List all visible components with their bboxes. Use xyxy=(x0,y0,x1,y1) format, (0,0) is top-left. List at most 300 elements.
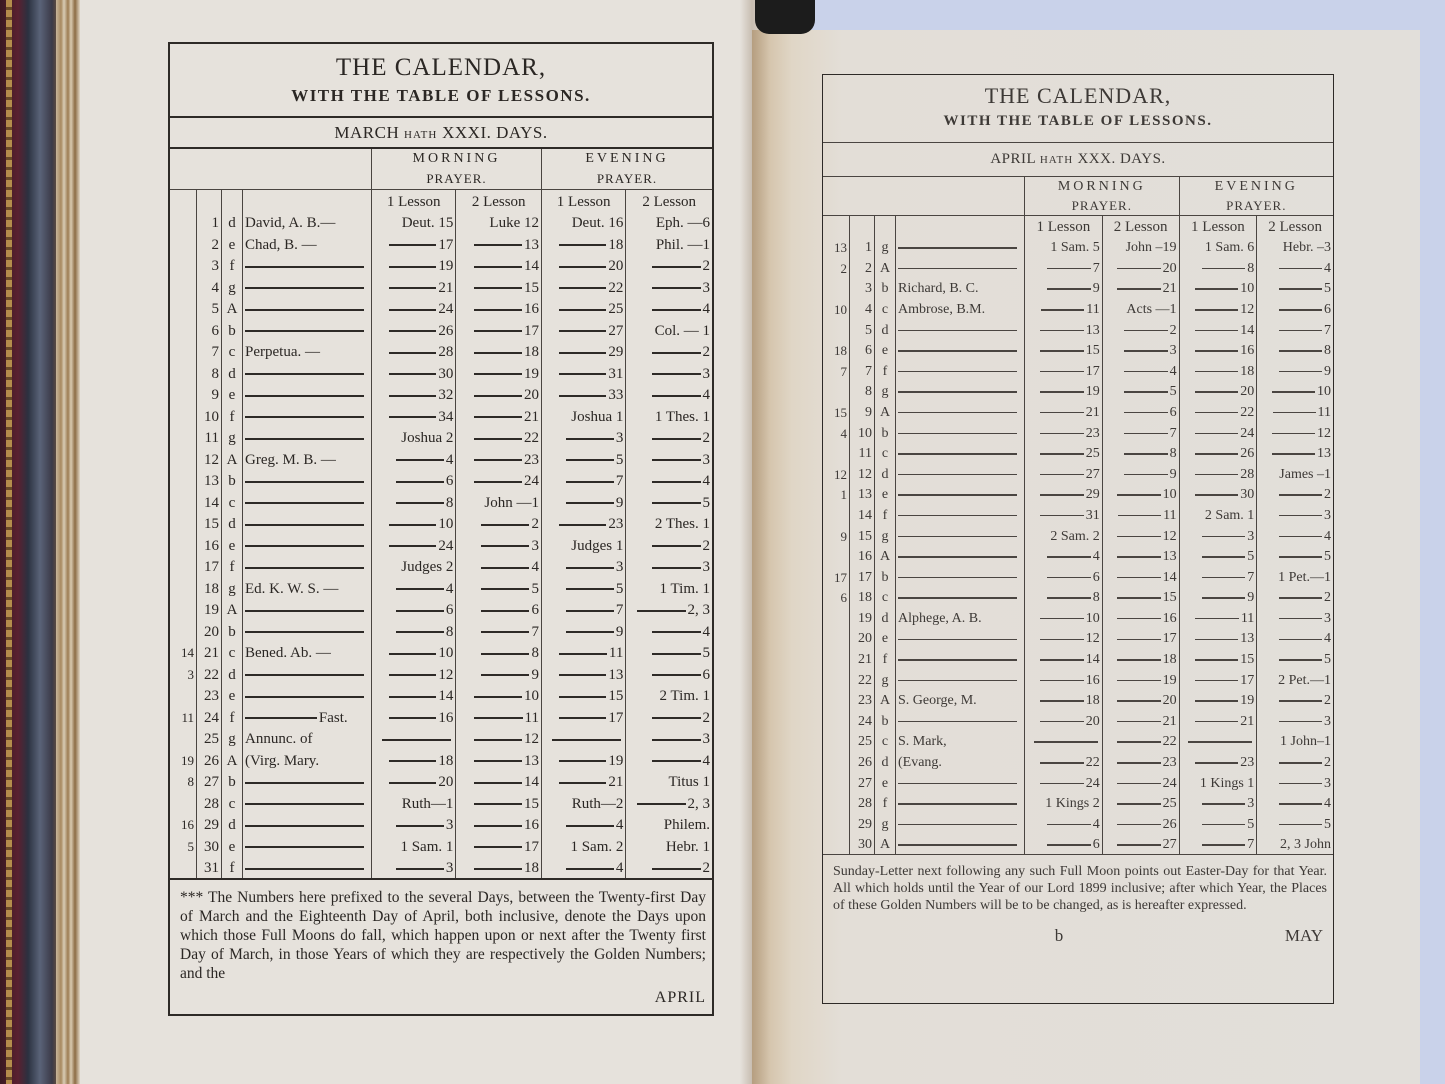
ditto-rule xyxy=(898,494,1017,496)
evening-lesson-1 xyxy=(541,728,625,750)
day-number: 13 xyxy=(197,470,222,492)
evening-lesson-1: 12 xyxy=(1179,298,1257,319)
morning-lesson-2: 20 xyxy=(1102,690,1179,711)
saint-day xyxy=(243,276,372,298)
golden-number xyxy=(823,381,850,402)
ditto-rule xyxy=(898,412,1017,414)
morning-lesson-2: 8 xyxy=(1102,443,1179,464)
morning-lesson-2: 20 xyxy=(456,384,542,406)
ditto-rule xyxy=(245,545,364,547)
evening-lesson-1: 19 xyxy=(1179,690,1257,711)
table-row xyxy=(170,255,712,277)
day-number: 8 xyxy=(850,381,875,402)
evening-lesson-1: 17 xyxy=(1179,669,1257,690)
ditto-rule xyxy=(898,680,1017,682)
ditto-rule xyxy=(1195,412,1239,414)
saint-day xyxy=(896,381,1025,402)
ditto-rule xyxy=(1279,536,1322,538)
morning-lesson2-header: 2 Lesson xyxy=(456,190,542,212)
table-row xyxy=(823,772,1333,793)
morning-lesson-1: 11 xyxy=(1025,298,1103,319)
day-number: 16 xyxy=(197,534,222,556)
evening-lesson-1: 25 xyxy=(541,298,625,320)
ditto-rule xyxy=(1047,577,1091,579)
golden-number xyxy=(170,470,197,492)
morning-lesson1-header: 1 Lesson xyxy=(1025,216,1103,237)
ditto-rule xyxy=(481,610,529,612)
evening-lesson-1: 8 xyxy=(1179,257,1257,278)
saint-day xyxy=(243,513,372,535)
ditto-rule xyxy=(245,631,364,633)
dominical-letter: g xyxy=(875,381,896,402)
dominical-letter: c xyxy=(875,587,896,608)
ditto-rule xyxy=(1040,515,1084,517)
golden-number: 3 xyxy=(187,666,194,682)
evening-lesson-2: 3 xyxy=(626,276,712,298)
ditto-rule xyxy=(652,395,701,397)
ditto-rule xyxy=(898,639,1017,641)
month-days: XXXI. DAYS. xyxy=(442,123,548,142)
morning-lesson-2: 9 xyxy=(456,663,542,685)
dominical-letter: f xyxy=(875,793,896,814)
table-row xyxy=(170,405,712,427)
ditto-rule xyxy=(559,717,607,719)
golden-number: 18 xyxy=(834,343,847,359)
table-row xyxy=(170,857,712,879)
ditto-rule xyxy=(1279,330,1322,332)
dominical-letter: d xyxy=(875,463,896,484)
saint-day xyxy=(243,298,372,320)
saint-day xyxy=(896,340,1025,361)
evening-lesson-1: 23 xyxy=(541,513,625,535)
day-number: 20 xyxy=(197,620,222,642)
morning-lesson-2: 25 xyxy=(1102,793,1179,814)
ditto-rule xyxy=(1195,721,1239,723)
table-row xyxy=(170,384,712,406)
morning-lesson-2: 4 xyxy=(1102,360,1179,381)
saint-day xyxy=(243,362,372,384)
ditto-rule xyxy=(1195,639,1239,641)
morning-lesson-2: 2 xyxy=(456,513,542,535)
ditto-rule xyxy=(652,438,701,440)
evening-lesson-2: 3 xyxy=(1257,607,1333,628)
morning-lesson-1: 23 xyxy=(1025,422,1103,443)
dominical-letter: c xyxy=(875,443,896,464)
ditto-rule xyxy=(566,868,614,870)
evening-lesson-2: 2, 3 xyxy=(626,599,712,621)
morning-lesson-2: 6 xyxy=(456,599,542,621)
evening-lesson-1: 9 xyxy=(1179,587,1257,608)
saint-day xyxy=(243,319,372,341)
table-row xyxy=(823,793,1333,814)
morning-lesson-2: 13 xyxy=(456,749,542,771)
ditto-rule xyxy=(1040,618,1084,620)
ditto-rule xyxy=(481,545,529,547)
evening-lesson-1: 15 xyxy=(1179,648,1257,669)
dominical-letter: c xyxy=(222,642,243,664)
evening-lesson-2: 4 xyxy=(626,470,712,492)
day-number: 3 xyxy=(850,278,875,299)
table-row xyxy=(823,484,1333,505)
morning-lesson-1: 1 Sam. 5 xyxy=(1025,237,1103,258)
ditto-rule xyxy=(566,459,614,461)
evening-lesson2-header: 2 Lesson xyxy=(1257,216,1333,237)
morning-lesson-1: 24 xyxy=(372,298,456,320)
ditto-rule xyxy=(1124,433,1167,435)
ditto-rule xyxy=(1272,453,1315,455)
golden-number xyxy=(823,648,850,669)
day-number: 27 xyxy=(197,771,222,793)
ditto-rule xyxy=(559,674,607,676)
morning-lesson-2: 12 xyxy=(1102,525,1179,546)
ditto-rule xyxy=(1047,288,1091,290)
evening-lesson-1: 1 Kings 1 xyxy=(1179,772,1257,793)
morning-lesson-1: 10 xyxy=(372,642,456,664)
dominical-letter: f xyxy=(875,504,896,525)
ditto-rule xyxy=(481,674,529,676)
saint-day: Annunc. of xyxy=(243,728,372,750)
evening-lesson-2: 2 xyxy=(626,706,712,728)
table-row xyxy=(170,556,712,578)
ditto-rule xyxy=(1279,700,1322,702)
saint-day xyxy=(896,772,1025,793)
ditto-rule xyxy=(1195,453,1239,455)
table-row xyxy=(170,448,712,470)
day-number: 2 xyxy=(850,257,875,278)
dominical-letter: b xyxy=(875,278,896,299)
ditto-rule xyxy=(566,631,614,633)
morning-lesson-1: 8 xyxy=(372,491,456,513)
dominical-letter: f xyxy=(222,857,243,879)
evening-lesson-1: 4 xyxy=(541,814,625,836)
ditto-rule xyxy=(1195,309,1239,311)
ditto-rule xyxy=(481,524,529,526)
ditto-rule xyxy=(1124,453,1167,455)
ditto-rule xyxy=(652,760,701,762)
april-calendar-frame xyxy=(822,74,1334,1004)
dominical-letter: f xyxy=(875,648,896,669)
lessons-table xyxy=(170,149,712,878)
morning-lesson-1: 26 xyxy=(372,319,456,341)
evening-lesson-1: 13 xyxy=(1179,628,1257,649)
dominical-letter: A xyxy=(875,834,896,855)
table-row xyxy=(823,813,1333,834)
table-row xyxy=(823,648,1333,669)
saint-day xyxy=(896,484,1025,505)
morning-lesson-1: 20 xyxy=(372,771,456,793)
golden-number xyxy=(823,607,850,628)
ditto-rule xyxy=(1202,844,1246,846)
morning-lesson-2: 22 xyxy=(456,427,542,449)
table-row xyxy=(823,669,1333,690)
morning-lesson-2: 23 xyxy=(1102,751,1179,772)
ditto-rule xyxy=(1124,474,1167,476)
saint-day xyxy=(896,525,1025,546)
day-number: 9 xyxy=(197,384,222,406)
ditto-rule xyxy=(1279,556,1322,558)
golden-number xyxy=(823,772,850,793)
ditto-rule xyxy=(1040,783,1084,785)
day-number: 21 xyxy=(197,642,222,664)
evening-lesson-2: 3 xyxy=(626,556,712,578)
ditto-rule xyxy=(1124,350,1167,352)
day-number: 4 xyxy=(197,276,222,298)
morning-lesson-2: 18 xyxy=(456,341,542,363)
golden-number xyxy=(823,504,850,525)
ditto-rule xyxy=(1195,371,1239,373)
morning-lesson-1: 13 xyxy=(1025,319,1103,340)
table-row xyxy=(170,212,712,234)
evening-lesson-2: Hebr. –3 xyxy=(1257,237,1333,258)
page-subtitle: WITH THE TABLE OF LESSONS. xyxy=(291,86,591,105)
saint-day xyxy=(243,792,372,814)
morning-lesson-1: 14 xyxy=(1025,648,1103,669)
day-number: 7 xyxy=(197,341,222,363)
ditto-rule xyxy=(1279,288,1322,290)
morning-lesson-1: Judges 2 xyxy=(372,556,456,578)
ditto-rule xyxy=(396,481,444,483)
morning-lesson-2: 24 xyxy=(1102,772,1179,793)
day-number: 22 xyxy=(197,663,222,685)
morning-lesson-1: 8 xyxy=(1025,587,1103,608)
table-row xyxy=(170,685,712,707)
table-row xyxy=(170,792,712,814)
golden-number xyxy=(823,443,850,464)
ditto-rule xyxy=(245,674,364,676)
dominical-letter: b xyxy=(875,566,896,587)
ditto-rule xyxy=(389,373,437,375)
dominical-letter: g xyxy=(222,427,243,449)
ditto-rule xyxy=(1117,639,1160,641)
evening-lesson-1: 7 xyxy=(1179,834,1257,855)
ditto-rule xyxy=(1202,597,1246,599)
morning-lesson-1: 6 xyxy=(1025,834,1103,855)
morning-lesson-1: 4 xyxy=(1025,546,1103,567)
dominical-letter: e xyxy=(222,233,243,255)
ditto-rule xyxy=(652,868,701,870)
ditto-rule xyxy=(559,760,607,762)
day-number: 5 xyxy=(197,298,222,320)
ditto-rule xyxy=(1040,330,1084,332)
evening-lesson-2: 1 Pet.—1 xyxy=(1257,566,1333,587)
saint-day: Alphege, A. B. xyxy=(896,607,1025,628)
day-number: 23 xyxy=(197,685,222,707)
morning-lesson-2: 14 xyxy=(1102,566,1179,587)
dominical-letter: e xyxy=(222,835,243,857)
morning-lesson-1: 30 xyxy=(372,362,456,384)
ditto-rule xyxy=(1188,741,1252,743)
evening-lesson-1: 16 xyxy=(1179,340,1257,361)
saint-day xyxy=(896,669,1025,690)
table-row xyxy=(823,381,1333,402)
dominical-letter: e xyxy=(875,772,896,793)
golden-number xyxy=(823,278,850,299)
morning-lesson-2: 22 xyxy=(1102,731,1179,752)
golden-number xyxy=(170,685,197,707)
morning-lesson-1: 2 Sam. 2 xyxy=(1025,525,1103,546)
morning-lesson-2: 17 xyxy=(1102,628,1179,649)
day-number: 17 xyxy=(197,556,222,578)
morning-lesson-1 xyxy=(1025,731,1103,752)
day-number: 25 xyxy=(197,728,222,750)
day-number: 3 xyxy=(197,255,222,277)
morning-lesson-2: 10 xyxy=(456,685,542,707)
evening-lesson-1: 11 xyxy=(541,642,625,664)
evening-lesson-1: 22 xyxy=(541,276,625,298)
morning-lesson-2: 23 xyxy=(456,448,542,470)
evening-lesson-2: 2, 3 John xyxy=(1257,834,1333,855)
saint-day xyxy=(896,793,1025,814)
morning-lesson-1: 14 xyxy=(372,685,456,707)
evening-lesson-1: 27 xyxy=(541,319,625,341)
morning-lesson-1: 4 xyxy=(1025,813,1103,834)
evening-lesson-1: 13 xyxy=(541,663,625,685)
morning-lesson-1: 12 xyxy=(372,663,456,685)
saint-day xyxy=(896,710,1025,731)
evening-lesson-1: 30 xyxy=(1179,484,1257,505)
evening-lesson-2: James –1 xyxy=(1257,463,1333,484)
morning-lesson-2: 17 xyxy=(456,835,542,857)
day-number: 14 xyxy=(197,491,222,513)
ditto-rule xyxy=(474,438,522,440)
ditto-rule xyxy=(474,287,522,289)
evening-lesson-2: 2 xyxy=(1257,751,1333,772)
evening-lesson-1: 28 xyxy=(1179,463,1257,484)
day-number: 17 xyxy=(850,566,875,587)
evening-lesson-1: Ruth—2 xyxy=(541,792,625,814)
table-row xyxy=(170,814,712,836)
dominical-letter: e xyxy=(875,340,896,361)
day-number: 19 xyxy=(197,599,222,621)
golden-number: 14 xyxy=(181,645,194,660)
saint-day xyxy=(896,648,1025,669)
evening-lesson-2: 2 xyxy=(1257,587,1333,608)
ditto-rule xyxy=(389,330,437,332)
day-number: 5 xyxy=(850,319,875,340)
morning-lesson-2: 26 xyxy=(1102,813,1179,834)
morning-lesson1-header: 1 Lesson xyxy=(372,190,456,212)
ditto-rule xyxy=(396,631,444,633)
saint-day xyxy=(896,237,1025,258)
evening-lesson-1: 5 xyxy=(541,577,625,599)
evening-lesson-2: 10 xyxy=(1257,381,1333,402)
golden-number: 8 xyxy=(187,774,194,789)
evening-lesson-1: 4 xyxy=(541,857,625,879)
ditto-rule xyxy=(1117,659,1160,661)
ditto-rule xyxy=(898,824,1017,826)
ditto-rule xyxy=(652,739,701,741)
dominical-letter: b xyxy=(222,620,243,642)
ditto-rule xyxy=(1195,700,1239,702)
saint-day xyxy=(896,401,1025,422)
ditto-rule xyxy=(552,739,622,741)
ditto-rule xyxy=(1118,515,1161,517)
saint-day xyxy=(243,857,372,879)
day-number: 28 xyxy=(850,793,875,814)
ditto-rule xyxy=(898,597,1017,599)
ditto-rule xyxy=(389,696,437,698)
dominical-letter: g xyxy=(222,577,243,599)
page-edges xyxy=(56,0,82,1084)
evening-lesson-2: 2, 3 xyxy=(626,792,712,814)
page-footer xyxy=(823,920,1333,946)
table-row xyxy=(170,298,712,320)
table-row xyxy=(823,607,1333,628)
book-binding xyxy=(0,0,60,1084)
ditto-rule xyxy=(1124,371,1167,373)
day-number: 11 xyxy=(850,443,875,464)
dominical-letter: f xyxy=(222,405,243,427)
morning-lesson-2: 16 xyxy=(456,298,542,320)
day-number: 14 xyxy=(850,504,875,525)
ditto-rule xyxy=(389,416,437,418)
evening-lesson-1: 3 xyxy=(541,556,625,578)
morning-lesson-2: 11 xyxy=(1102,504,1179,525)
dominical-letter: g xyxy=(875,237,896,258)
ditto-rule xyxy=(652,545,701,547)
morning-lesson-1: 6 xyxy=(372,470,456,492)
morning-lesson2-header: 2 Lesson xyxy=(1102,216,1179,237)
evening-lesson-2: 5 xyxy=(1257,546,1333,567)
ditto-rule xyxy=(1195,350,1239,352)
ditto-rule xyxy=(1040,391,1084,393)
ditto-rule xyxy=(1047,844,1091,846)
ditto-rule xyxy=(1273,412,1316,414)
table-row xyxy=(823,566,1333,587)
evening-lesson-1: 17 xyxy=(541,706,625,728)
ditto-rule xyxy=(559,352,607,354)
morning-lesson-2: John —1 xyxy=(456,491,542,513)
table-row xyxy=(823,340,1333,361)
ditto-rule xyxy=(1117,268,1160,270)
day-number: 10 xyxy=(850,422,875,443)
table-row xyxy=(823,422,1333,443)
day-number: 9 xyxy=(850,401,875,422)
ditto-rule xyxy=(652,373,701,375)
golden-number xyxy=(170,857,197,879)
evening-lesson-1: 1 Sam. 2 xyxy=(541,835,625,857)
golden-number: 17 xyxy=(834,569,847,585)
dominical-letter: g xyxy=(875,813,896,834)
day-number: 15 xyxy=(197,513,222,535)
morning-lesson-2: Luke 12 xyxy=(456,212,542,234)
evening-lesson-1: 7 xyxy=(541,470,625,492)
ditto-rule xyxy=(481,567,529,569)
morning-lesson-1: 19 xyxy=(372,255,456,277)
golden-number xyxy=(823,628,850,649)
dominical-letter: f xyxy=(222,706,243,728)
morning-lesson-2: John –19 xyxy=(1102,237,1179,258)
morning-lesson-1: 19 xyxy=(1025,381,1103,402)
morning-lesson-2: 14 xyxy=(456,255,542,277)
ditto-rule xyxy=(652,287,701,289)
ditto-rule xyxy=(474,760,522,762)
dominical-letter: A xyxy=(875,690,896,711)
morning-lesson-1: 8 xyxy=(372,620,456,642)
morning-lesson-1: 25 xyxy=(1025,443,1103,464)
day-number: 13 xyxy=(850,484,875,505)
evening-lesson-1: 9 xyxy=(541,491,625,513)
morning-prayer-header: MORNING PRAYER. xyxy=(372,149,542,190)
month-heading xyxy=(823,142,1333,177)
golden-number xyxy=(823,319,850,340)
table-row xyxy=(170,728,712,750)
ditto-rule xyxy=(1195,474,1239,476)
dominical-letter: g xyxy=(875,525,896,546)
evening-lesson-2: 4 xyxy=(1257,525,1333,546)
ditto-rule xyxy=(898,474,1017,476)
morning-lesson-1: 6 xyxy=(1025,566,1103,587)
